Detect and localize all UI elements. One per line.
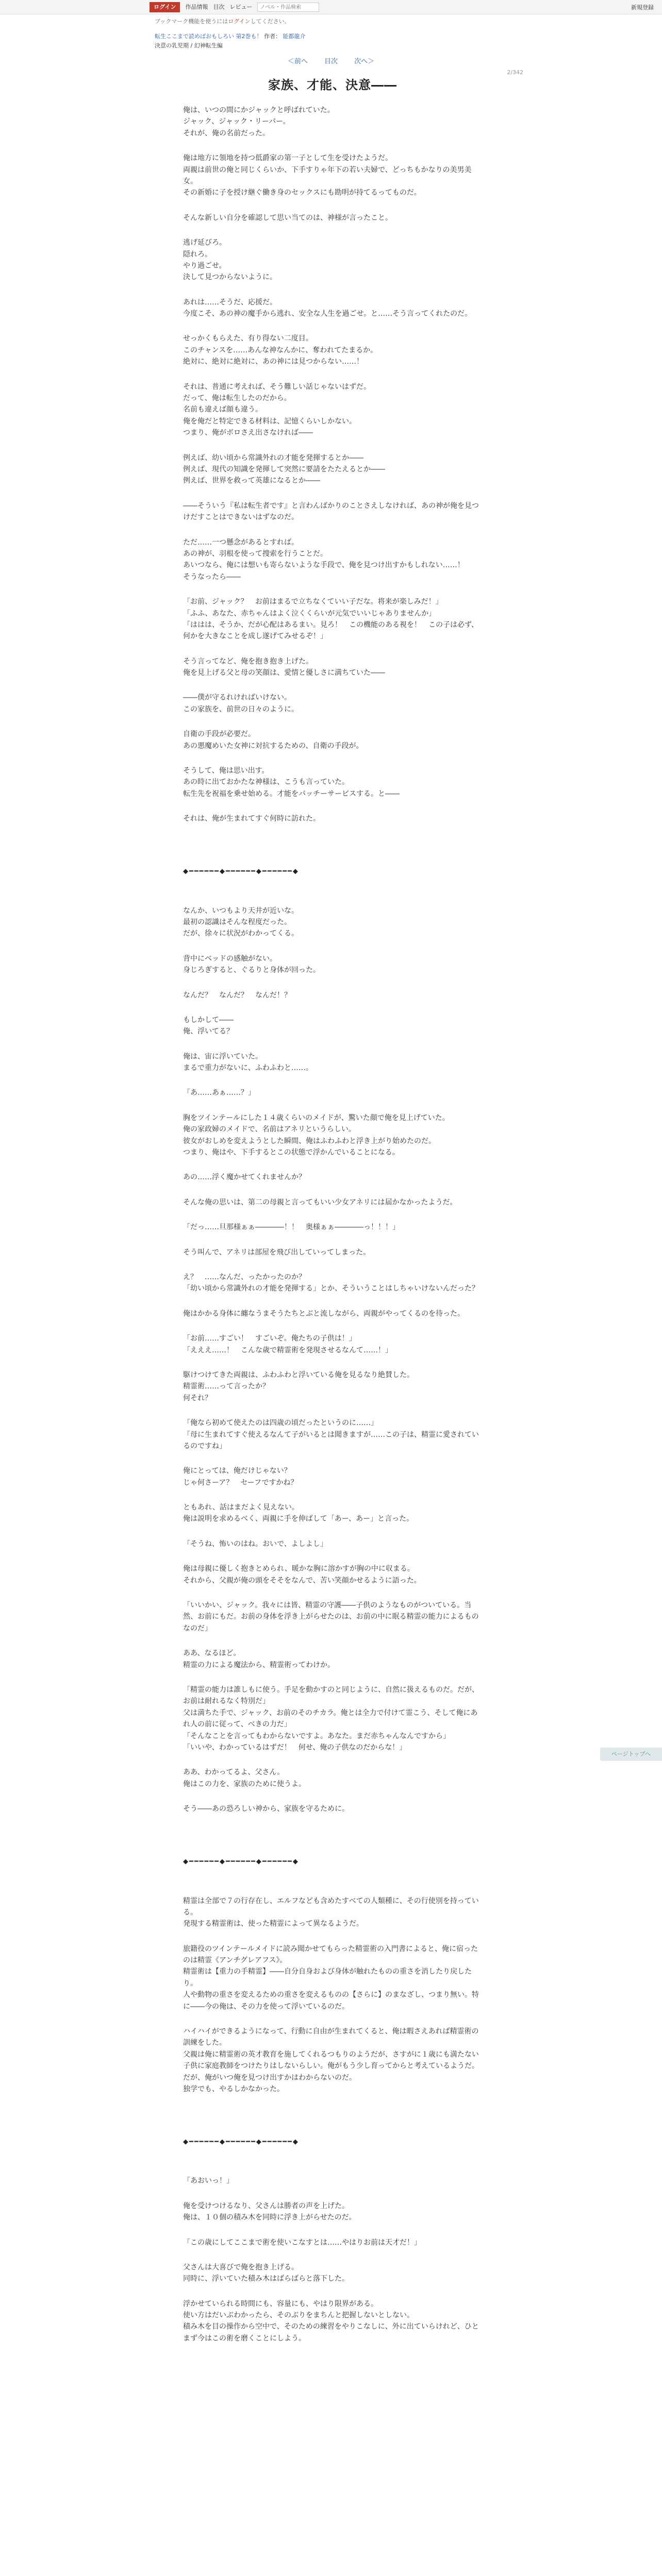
paragraph: なんか、いつもより天井が近いな。 最初の認識はそんな程度だった。 だが、徐々に状況がわかってくる。 — [183, 906, 299, 938]
paragraph: 背中にベッドの感触がない。 身じろぎすると、ぐるりと身体が回った。 — [183, 954, 320, 975]
divider-text: ◆━━━━━━◆━━━━━━◆━━━━━━◆ — [183, 867, 299, 875]
paragraph: 俺は、宙に浮いていた。 まるで重力がないに、ふわふわと……。 — [183, 1052, 313, 1073]
paragraph: 「この歳にしてここまで術を使いこなすとは……やはりお前は天才だ！」 — [183, 2238, 421, 2247]
notice-login-link[interactable]: ログイン — [228, 18, 251, 25]
paragraph: そんな俺の思いは、第二の母親と言ってもいい少女アネリには届かなかったようだ。 — [183, 1198, 457, 1207]
toc-link[interactable]: 目次 — [324, 57, 338, 65]
chapter-path: 決意の乳児期 / 幻神転生編 — [155, 42, 223, 49]
paragraph: ただ……一つ懸念があるとすれば。 あの神が、羽根を使って捜索を行うことだ。 あいつなら、俺には想いも寄らないような手段で、俺を見つけ出すかもしれない……！ そうなったら―― — [183, 538, 465, 581]
paragraph: もしかして―― 俺、浮いてる？ — [183, 1015, 234, 1036]
paragraph: 「あ……あぁ……？」 — [183, 1089, 255, 1097]
nav-link-review[interactable]: レビュー — [229, 3, 253, 10]
paragraph: あの……浮く魔かせてくれませんか？ — [183, 1173, 306, 1182]
paragraph: それは、普通に考えれば、そう難しい話じゃないはずだ。 だって、俺は転生したのだから。 名前も違えば顔も違う。 俺を俺だと特定できる材料は、記憶くらいしかない。 つまり、俺がボロさえ出さなければ―― — [183, 382, 371, 437]
paragraph: 俺を受けつけるなり、父さんは勝者の声を上げた。 俺は、１０個の積み木を同時に浮き上がらせたのだ。 — [183, 2201, 356, 2222]
section-divider — [183, 1828, 482, 1895]
paragraph: 「だっ……旦那様ぁぁ――――！！ 奥様ぁぁ――――っ！！！」 — [183, 1223, 400, 1232]
next-link[interactable]: 次へ＞ — [354, 57, 375, 65]
paragraph: あれは……そうだ、応援だ。 今度こそ、あの神の魔手から逃れ、安全な人生を過ごせ。と……そう言ってくれたのだ。 — [183, 298, 472, 318]
paragraph: 「俺なら初めて使えたのは四歳の頃だったというのに……」 「母に生まれてすぐ使えるなんて子がいるとは聞きますが……この子は、精霊に愛されているのですね」 — [183, 1419, 479, 1450]
notice-text-suffix: してください。 — [250, 18, 290, 25]
page-number: 2/342 — [507, 69, 523, 76]
paragraph: そう叫んで、アネリは部屋を飛び出していってしまった。 — [183, 1248, 371, 1257]
paragraph: そう言ってなど、俺を抱き抱き上げた。 俺を見上げる父と母の笑顔は、愛情と優しさに満ちていた―― — [183, 657, 385, 677]
paragraph: 例えば、幼い頃から常識外れの才能を発揮するとか―― 例えば、現代の知識を発揮して突然に要請をたたえるとか―― 例えば、世界を救って英雄になるとか―― — [183, 453, 385, 485]
pager-top — [0, 57, 662, 67]
paragraph: 「精霊の能力は誰しもに使う。手足を動かすのと同じように、自然に扱えるものだ。だが、お前は耐れるなく特別だ」 父は満ちた手で、ジャック、お前のそのチカラ。俺とは全力で付けて霊こう、そして俺にあれ人の前に従って、べきの力だ」 「そんなことを言ってもわからないですよ。あなた。まだ赤ちゃんなんですから」 「いいや、わかっているはずだ！ 何せ、俺の子供なのだからな！」 — [183, 1685, 479, 1752]
paragraph: そうして、俺は思い出す。 あの時に出ておかたな神様は、こうも言っていた。 転生先を祝福を乗せ始める。才能をパッチーサービスする。と―― — [183, 767, 400, 798]
paragraph: 俺はかかる身体に纏なうまそうたちとぶと流しながら、両親がやってくるのを待った。 — [183, 1309, 465, 1318]
paragraph: ああ、わかってるよ、父さん。 俺はこの力を、家族のために使うよ。 — [183, 1768, 306, 1788]
paragraph: ――僕が守るれければいけない。 この家族を、前世の日々のように。 — [183, 693, 299, 714]
paragraph: 精霊は全部で７の行存在し、エルフなども含めたすべての人類種に、その行使別を持っている。 発現する精霊術は、使った精霊によって異なるようだ。 — [183, 1896, 479, 1928]
paragraph: ああ、なるほど。 精霊の力による魔法から、精霊術ってわけか。 — [183, 1649, 335, 1669]
paragraph: 自衛の手段が必要だ。 あの悪魔めいた女神に対抗するための、自衛の手段が。 — [183, 730, 363, 750]
section-3 — [183, 1895, 482, 2095]
series-title-link[interactable]: 転生ここまで読めばおもしろい 第2巻も！ — [155, 32, 262, 40]
paragraph: ともあれ、話はまだよく見えない。 俺は説明を求めるべく、両親に手を伸ばして「あー、あー」と言った。 — [183, 1503, 414, 1523]
section-divider — [183, 2108, 482, 2175]
paragraph: 俺は、いつの間にかジャックと呼ばれていた。 ジャック、ジャック・リーパー。 それが、俺の名前だった。 — [183, 106, 335, 138]
series-line — [155, 32, 526, 41]
paragraph: 浮かせていられる時間にも、容量にも、やはり限界がある。 使い方はだいぶわかったら、そのぶりをまちんと把握しないとしない。 積み木を目の操作から空中で、そのための練習をやりこなしに、外に出ていらけれど、ひとまず今はこの術を磨くことにしよう。 — [183, 2299, 479, 2343]
paragraph: せっかくもらえた、有り得ない二度目。 このチャンスを……あんな神なんかに、奪われてたまるか。 絶対に、絶対に絶対に、あの神には見つからない……！ — [183, 334, 378, 366]
paragraph: ――そういう『私は転生者です』と言わんばかりのことさえしなければ、あの神が俺を見つけだすことはできないはずなのだ。 — [183, 501, 479, 522]
register-link[interactable]: 新規登録 — [631, 4, 654, 11]
paragraph: 「あおいっ！」 — [183, 2177, 234, 2185]
paragraph: 駆けつけてきた両親は、ふわふわと浮いている俺を見るなり絶賛した。 精霊術……って言ったか？ 何それ？ — [183, 1370, 414, 1402]
login-button[interactable]: ログイン — [150, 2, 180, 13]
author-label: 作者： — [264, 32, 281, 40]
author-link[interactable]: 能都龍介 — [283, 32, 306, 40]
section-divider — [183, 838, 482, 905]
nav-link-toc[interactable]: 目次 — [213, 3, 225, 10]
paragraph: 胸をツインテールにした１４歳くらいのメイドが、驚いた顔で俺を見上げていた。 俺の家政婦のメイドで、名前はアネリというらしい。 彼女がおしめを変えようとした瞬間、俺はふわふわと浮き上がり始めたのだ。 つまり、俺はや、下手するとこの状態で浮かんでいることになる。 — [183, 1113, 450, 1157]
paragraph: 「いいかい、ジャック。我々には皆、精霊の守護――子供のようなものがついている。当然、お前にもだ。お前の身体を浮き上がらせたのは、お前の中に眠る精霊の能力によるものなのだ」 — [183, 1601, 479, 1633]
notice-text: ブックマーク機能を使うには — [155, 18, 228, 25]
global-nav — [150, 0, 319, 14]
paragraph: 旅籍役のツインテールメイドに読み聞かせてもらった精霊術の入門書によると、俺に宿ったのは精霊《アンチグレアフス》。 精霊術は【重力の手精霊】――自分自身および身体が触れたものの重さを消したり戻したり。 人や動物の重さを変えるための重さを変えるものの【さらに】のまなざし、つまり無い。特に――今の俺は、その力を使って浮いているのだ。 — [183, 1944, 479, 2011]
nav-link-info[interactable]: 作品情報 — [185, 3, 208, 10]
paragraph: 「お前、ジャック？ お前はまるで立ちなくていい子だな。将来が楽しみだ！」 「ふふ、あなた、赤ちゃんはよく泣くくらいが元気でいいじゃありませんか」 「ははは、そうか、だが心配はあるまい。見ろ！ この機能のある視を！ この子は必ず、何かを大きなことを成し遂げてみせるぞ！」 — [183, 598, 478, 641]
prev-link[interactable]: ＜前へ — [287, 57, 308, 65]
page-top-button[interactable]: ページトップへ — [600, 1748, 662, 1761]
paragraph: そう――あの恐ろしい神から、家族を守るために。 — [183, 1805, 349, 1814]
paragraph: 「そうね、怖いのはね。おいで、よしよし」 — [183, 1539, 327, 1548]
global-header — [0, 0, 662, 14]
paragraph: なんだ？ なんだ？ なんだ！？ — [183, 991, 291, 999]
chapter-title: 家族、才能、決意―― — [268, 78, 397, 92]
paragraph: 俺は母親に優しく抱きとめられ、暖かな胸に溶かすが胸の中に収まる。 それから、父親が俺の頭をそそをなんで、苦い笑顔かせるように語った。 — [183, 1565, 421, 1585]
paragraph: 「お前……すごい！ すごいぞ。俺たちの子供は！」 「えええ……！ こんな歳で精霊術を発現させるなんて……！」 — [183, 1334, 392, 1354]
paragraph: それは、俺が生まれてすぐ何時に訪れた。 — [183, 815, 320, 823]
section-1 — [183, 105, 482, 825]
section-2 — [183, 905, 482, 1815]
paragraph: 逃げ延びろ。 隠れろ。 やり過ごせ。 決して見つからないように。 — [183, 239, 277, 282]
search-input[interactable] — [257, 3, 319, 12]
bookmark-notice — [155, 18, 526, 26]
paragraph: 俺は地方に領地を持つ低爵家の第一子として生を受けたようだ。 両親は前世の俺と同じくらいか、下手すりゃ年下の若い夫婦で、どっちもかなりの美男美女。 その新婚に子を授け継ぐ働き身のセックスにも勘明が持てるってものだ。 — [183, 154, 472, 197]
divider-text: ◆━━━━━━◆━━━━━━◆━━━━━━◆ — [183, 2138, 299, 2146]
novel-body — [183, 69, 523, 2344]
paragraph: 父さんは大喜びで俺を抱き上げる。 同時に、浮いていた積み木はばらばらと落下した。 — [183, 2263, 349, 2283]
paragraph: そんな新しい自分を確認して思い当てのは、神様が言ったこと。 — [183, 213, 392, 222]
divider-text: ◆━━━━━━◆━━━━━━◆━━━━━━◆ — [183, 1857, 299, 1866]
section-4 — [183, 2175, 482, 2344]
paragraph: 俺にとっては、俺だけじゃない？ じゃ何さーア？ セーフですかね？ — [183, 1467, 298, 1487]
novel-meta — [155, 14, 526, 50]
paragraph: ハイハイができるようになって、行動に自由が生まれてくると、俺は暇さえあれば精霊術の訓練をした。 父親は俺に精霊術の英才教育を施してくれるつもりのようだが、さすがに１歳にも満たない子供に家庭教師をつけたりはしないらしい。俺がもう少し育ってからと考えているようだ。 だが、俺がいつ俺を見つけ出すかはわからないのだ。 独学でも、やるしかなかった。 — [183, 2027, 479, 2093]
paragraph: え？ ……なんだ、ったかったのか？ 「幼い頃から常識外れの才能を発揮する」とか、そういうことはしちゃいけないんだった？ — [183, 1273, 479, 1293]
